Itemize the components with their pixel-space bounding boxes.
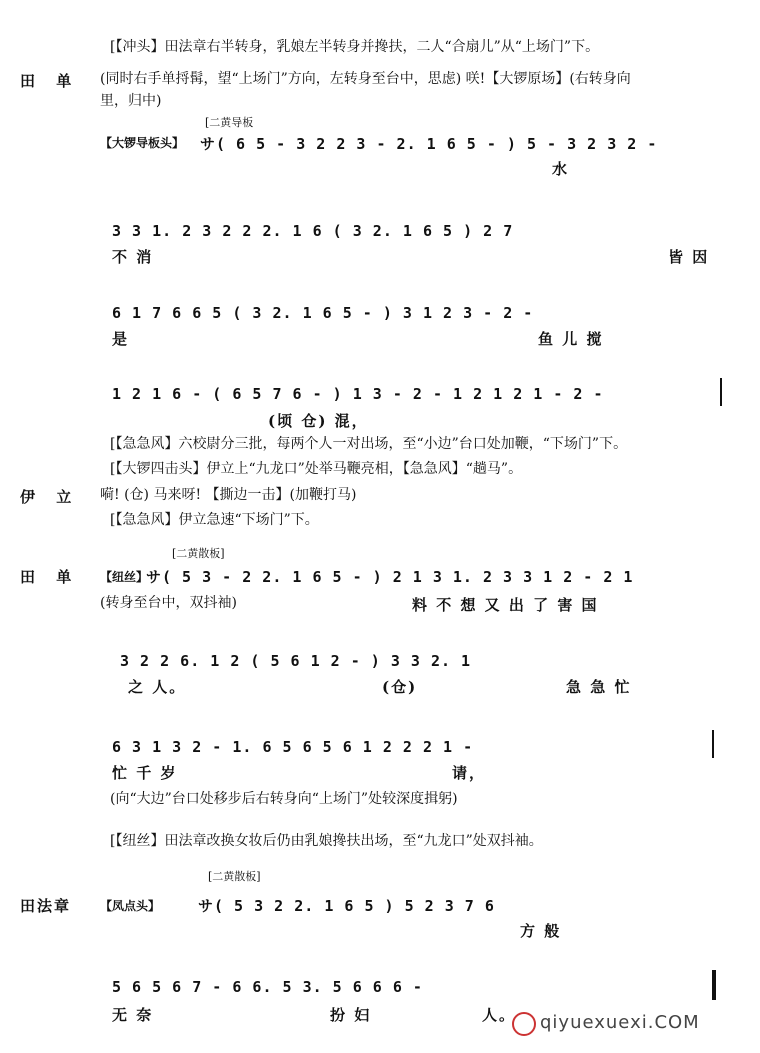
tag-daluo-daobantou: 【大锣导板头】 (100, 136, 185, 150)
tag-erhuang-sanban-2: [二黄散板] (208, 870, 261, 883)
lyric-line-3b: 鱼 儿 搅 (538, 330, 604, 348)
final-barline-3 (712, 970, 716, 1000)
final-barline-1 (720, 378, 722, 406)
watermark-text: qiyuexuexi.COM (540, 1012, 700, 1033)
lyric-line-3a: 是 (112, 330, 130, 348)
stage-direction-4: [【大锣四击头】伊立上“九龙口”处举马鞭亮相，【急急风】“趟马”。 (110, 461, 523, 477)
tag-erhuang-sanban-1: [二黄散板] (172, 547, 225, 560)
stage-direction-9: [【纽丝】田法章改换女妆后仍由乳娘搀扶出场，至“九龙口”处双抖袖。 (110, 833, 543, 849)
music-line-7: 6 3 1 3 2 - 1. 6 5 6 5 6 1 2 2 2 1 - (112, 738, 474, 756)
music-line-3: 6 1 7 6 6 5 ( 3 2. 1 6 5 - ) 3 1 2 3 - 2 - (112, 304, 534, 322)
role-tian-fazhang: 田法章 (20, 897, 72, 915)
lyric-line-7b: 请， (452, 764, 487, 782)
stage-direction-5: 嗬! (仓) 马来呀! 【撕边一击】(加鞭打马) (100, 487, 357, 503)
role-tian-dan: 田 单 (20, 72, 80, 90)
lyric-line-6c: 急 急 忙 (566, 678, 632, 696)
tag-erhuang-daoban: [二黄导板 (205, 116, 254, 129)
music-line-6: 3 2 2 6. 1 2 ( 5 6 1 2 - ) 3 3 2. 1 (120, 652, 472, 670)
lyric-line-1: 水 (552, 160, 570, 178)
music-line-2: 3 3 1. 2 3 2 2 2. 1 6 ( 3 2. 1 6 5 ) 2 7 (112, 222, 514, 240)
lyric-line-4: (顷 仓) 混， (268, 412, 369, 430)
stage-direction-3: [【急急风】六校尉分三批，每两个人一对出场，至“小边”台口处加鞭，“下场门”下。 (110, 436, 628, 452)
stage-direction-2a: (同时右手单捋髯，望“上场门”方向，左转身至台中，思虑) 咲!【大锣原场】(右转身向 (100, 71, 631, 87)
lyric-line-9a: 无 奈 (112, 1006, 154, 1024)
final-barline-2 (712, 730, 714, 758)
lyric-line-5: 料 不 想 又 出 了 害 国 (412, 596, 599, 614)
lyric-line-2a: 不 消 (112, 248, 154, 266)
lyric-line-9c: 人。 (482, 1006, 517, 1024)
watermark-logo-icon (512, 1012, 536, 1036)
music-line-4: 1 2 1 6 - ( 6 5 7 6 - ) 1 3 - 2 - 1 2 1 2 1 - 2 - (112, 385, 604, 403)
music-line-1: サ( 6 5 - 3 2 2 3 - 2. 1 6 5 - ) 5 - 3 2 3 2 - (200, 135, 658, 153)
stage-direction-2b: 里，归中) (100, 93, 162, 109)
tag-fengdiantou: 【凤点头】 (100, 899, 161, 913)
stage-direction-8: (向“大边”台口处移步后右转身向“上场门”处较深度揖躬) (110, 791, 458, 807)
music-line-9: 5 6 5 6 7 - 6 6. 5 3. 5 6 6 6 - (112, 978, 423, 996)
role-yi-li: 伊 立 (20, 488, 80, 506)
lyric-line-2b: 皆 因 (668, 248, 710, 266)
stage-direction-6: [【急急风】伊立急速“下场门”下。 (110, 512, 319, 528)
lyric-line-6a: 之 人。 (128, 678, 187, 696)
lyric-line-9b: 扮 妇 (330, 1006, 372, 1024)
role-tian-dan-2: 田 单 (20, 568, 80, 586)
stage-direction-1: [【冲头】田法章右半转身，乳娘左半转身并搀扶，二人“合扇儿”从“上场门”下。 (110, 39, 600, 55)
lyric-line-7a: 忙 千 岁 (112, 764, 178, 782)
stage-direction-7: (转身至台中，双抖袖) (100, 595, 237, 611)
tag-niusi-1: 【纽丝】 (100, 570, 149, 584)
lyric-line-6b: (仓) (382, 678, 418, 696)
music-line-5: サ( 5 3 - 2 2. 1 6 5 - ) 2 1 3 1. 2 3 3 1 2 - 2 1 (146, 568, 634, 586)
lyric-line-8: 方 般 (520, 922, 562, 940)
music-line-8: サ( 5 3 2 2. 1 6 5 ) 5 2 3 7 6 (198, 897, 495, 915)
